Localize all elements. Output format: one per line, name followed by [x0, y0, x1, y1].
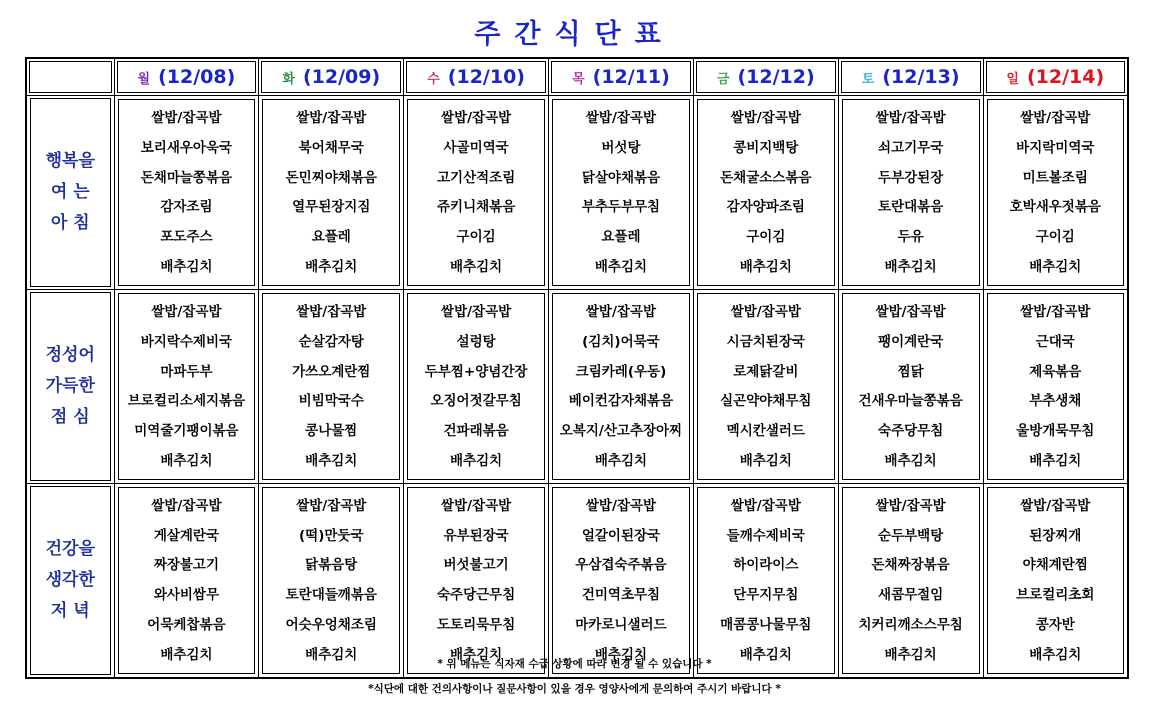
dish-item: 배추김치 — [884, 646, 937, 663]
dish-item: 매콤콩나물무침 — [720, 616, 812, 633]
day-date: (12/13) — [882, 66, 960, 88]
dish-item: 배추김치 — [450, 453, 503, 470]
dish-list — [987, 99, 1124, 286]
dish-item: 마파두부 — [160, 363, 213, 380]
dish-item: 쇠고기무국 — [878, 139, 944, 156]
dish-item: 구이김 — [746, 229, 786, 246]
dish-item: 사골미역국 — [443, 139, 509, 156]
day-date: (12/14) — [1026, 66, 1105, 88]
meal-label-line: 점 심 — [50, 407, 90, 427]
dish-list — [552, 487, 690, 674]
dish-item: 설렁탕 — [456, 333, 496, 350]
dish-item: 부추두부무침 — [581, 199, 661, 216]
dish-list — [842, 487, 980, 674]
dish-item: 우삼겹숙주볶음 — [575, 557, 667, 574]
day-header-wed — [404, 58, 549, 96]
dish-item: 건새우마늘쫑볶음 — [858, 393, 963, 410]
dish-item: 찜닭 — [897, 363, 924, 380]
dish-item: 야채계란찜 — [1022, 557, 1088, 574]
meal-label — [30, 98, 111, 287]
dish-item: 와사비쌈무 — [153, 587, 220, 604]
dish-list — [987, 487, 1124, 674]
day-date: (12/08) — [158, 66, 236, 88]
dish-item: 배추김치 — [884, 259, 937, 276]
dish-item: 미트볼조림 — [1022, 169, 1088, 186]
meal-label-line: 저 녁 — [50, 600, 90, 621]
menu-cell — [549, 290, 694, 484]
weekly-menu-table — [25, 57, 1129, 679]
dish-item: 배추김치 — [1029, 646, 1082, 663]
dish-item: 토란대들깨볶음 — [285, 587, 377, 604]
dish-item: 배추김치 — [450, 259, 503, 276]
meal-label-line: 행복을 — [45, 151, 95, 171]
day-sat-icon: 토 — [861, 71, 875, 87]
dish-item: 닭볶음탕 — [305, 557, 358, 574]
meal-label-line: 여 는 — [50, 182, 90, 202]
dish-item: 치커리깨소스무침 — [858, 616, 963, 633]
dish-item: 쌀밥/잡곡밥 — [441, 497, 512, 514]
dish-item: 제육볶음 — [1029, 363, 1082, 380]
dish-item: 숙주당무침 — [878, 423, 944, 440]
dish-item: 단무지무침 — [733, 587, 799, 604]
dish-item: 쌀밥/잡곡밥 — [441, 109, 512, 126]
meal-label-line: 생각한 — [45, 569, 95, 590]
dish-item: 근대국 — [1035, 333, 1075, 350]
dish-item: 순살감자탕 — [298, 333, 364, 350]
dish-item: 배추김치 — [160, 646, 213, 663]
dish-item: 쌀밥/잡곡밥 — [875, 109, 946, 126]
dish-item: 바지락미역국 — [1016, 139, 1095, 156]
day-wed-icon: 수 — [427, 71, 440, 87]
dish-item: 닭살야채볶음 — [581, 169, 661, 186]
meal-label-line: 건강을 — [45, 538, 95, 559]
dish-item: 쌀밥/잡곡밥 — [730, 109, 801, 126]
dish-item: 호박새우젓볶음 — [1009, 199, 1101, 216]
dish-item: 콩자반 — [1035, 616, 1075, 633]
dish-item: 배추김치 — [160, 453, 213, 470]
dish-item: 건미역초무침 — [581, 587, 661, 604]
dish-item: 로제닭갈비 — [733, 363, 799, 380]
dish-item: 배추김치 — [739, 453, 792, 470]
dish-item: 된장찌개 — [1029, 527, 1082, 544]
menu-cell — [983, 290, 1128, 484]
menu-cell — [114, 484, 259, 678]
dish-item: 북어채무국 — [298, 139, 364, 156]
dish-list — [262, 293, 400, 480]
dish-item: 배추김치 — [160, 259, 213, 276]
dish-item: 쌀밥/잡곡밥 — [1020, 497, 1091, 514]
day-header-mon — [114, 58, 259, 96]
dish-list — [118, 293, 256, 480]
menu-cell — [838, 96, 983, 290]
menu-cell — [693, 96, 838, 290]
dish-list — [407, 99, 545, 286]
menu-cell — [983, 484, 1128, 678]
day-fri-icon: 금 — [716, 71, 730, 87]
menu-cell — [114, 96, 259, 290]
dish-item: 쌀밥/잡곡밥 — [296, 109, 367, 126]
dish-item: 배추김치 — [1029, 453, 1082, 470]
dish-item: 베이컨감자채볶음 — [568, 393, 674, 410]
dish-item: 감자양파조림 — [726, 199, 805, 216]
dish-item: 배추김치 — [739, 259, 792, 276]
meal-label-line: 아 침 — [50, 213, 90, 233]
day-header-fri — [693, 58, 838, 96]
dish-item: 바지락수제비국 — [140, 333, 233, 350]
dish-list — [842, 99, 980, 286]
meal-label-line: 가득한 — [45, 376, 95, 396]
inquiry-note: *식단에 대한 건의사항이나 질문사항이 있을 경우 영양사에게 문의하여 주시기 바랍니다 * — [368, 683, 781, 695]
dish-item: 쌀밥/잡곡밥 — [875, 497, 946, 514]
dish-list — [407, 487, 545, 674]
dish-item: 두부강된장 — [878, 169, 944, 186]
menu-change-note: * 위 메뉴는 식자재 수급 상황에 따라 변경 될 수 있습니다 * — [437, 658, 712, 670]
dish-item: 마카로니샐러드 — [575, 616, 667, 633]
dish-item: 배추김치 — [594, 646, 648, 663]
header-corner-cell — [26, 58, 114, 96]
menu-cell — [693, 484, 838, 678]
menu-cell — [404, 290, 549, 484]
meal-label — [30, 486, 111, 675]
dish-item: 배추김치 — [305, 646, 358, 663]
menu-cell — [549, 484, 694, 678]
dish-item: 배추김치 — [884, 453, 937, 470]
dish-item: 부추생채 — [1029, 393, 1082, 410]
dish-list — [262, 487, 400, 674]
dish-item: 배추김치 — [305, 453, 358, 470]
dish-item: 실곤약야채무침 — [720, 393, 812, 410]
menu-cell — [838, 484, 983, 678]
meal-label-cell — [26, 290, 114, 484]
dish-item: 요플레 — [601, 229, 641, 246]
dish-item: 돈채마늘쫑볶음 — [140, 169, 233, 186]
dish-item: 배추김치 — [594, 259, 648, 276]
day-thu-icon: 목 — [572, 71, 585, 87]
dish-item: 시금치된장국 — [726, 333, 805, 350]
dish-item: 새콤무절임 — [878, 587, 944, 604]
dish-list — [118, 99, 256, 286]
meal-label-line: 정성어 — [45, 345, 95, 365]
dish-item: 보리새우아욱국 — [140, 139, 233, 156]
dish-list — [697, 487, 835, 674]
dish-item: 쌀밥/잡곡밥 — [585, 497, 657, 514]
dish-item: 돈채굴소스볶음 — [720, 169, 812, 186]
dish-list — [842, 293, 980, 480]
dish-item: 쌀밥/잡곡밥 — [441, 303, 512, 320]
dish-item: 들깨수제비국 — [726, 527, 805, 544]
dish-list — [118, 487, 256, 674]
dish-item: 구이김 — [456, 229, 496, 246]
dish-item: 배추김치 — [1029, 259, 1082, 276]
menu-cell — [259, 290, 404, 484]
dish-item: 어슷우엉채조림 — [285, 616, 377, 633]
dish-item: 쌀밥/잡곡밥 — [585, 109, 657, 126]
dish-item: 순두부백탕 — [878, 527, 944, 544]
dish-item: (떡)만둣국 — [299, 527, 364, 544]
meal-label-cell — [26, 96, 114, 290]
dish-item: 브로컬리소세지볶음 — [127, 393, 246, 410]
menu-cell — [114, 290, 259, 484]
dish-item: 건파래볶음 — [443, 423, 509, 440]
dish-list — [262, 99, 400, 286]
dish-item: 크림카레(우동) — [575, 363, 667, 380]
day-date: (12/10) — [447, 66, 525, 88]
day-header-thu — [549, 58, 694, 96]
day-mon-icon: 월 — [137, 71, 151, 87]
dish-item: 비빔막국수 — [298, 393, 364, 410]
dish-item: 버섯불고기 — [443, 557, 509, 574]
meal-row-lunch — [26, 290, 1128, 484]
dish-item: 유부된장국 — [443, 527, 509, 544]
dish-item: 콩비지백탕 — [733, 139, 799, 156]
menu-cell — [549, 96, 694, 290]
dish-item: 미역줄기팽이볶음 — [134, 423, 239, 440]
dish-item: 하이라이스 — [733, 557, 799, 574]
day-header-sat — [838, 58, 983, 96]
menu-cell — [983, 96, 1128, 290]
dish-item: 멕시칸샐러드 — [726, 423, 805, 440]
dish-item: 쌀밥/잡곡밥 — [151, 497, 222, 514]
day-tue-icon: 화 — [282, 71, 295, 87]
dish-item: 오징어젓갈무침 — [430, 393, 522, 410]
menu-cell — [838, 290, 983, 484]
dish-item: 브로컬리초회 — [1016, 587, 1095, 604]
day-date: (12/09) — [302, 66, 381, 88]
dish-item: 배추김치 — [739, 646, 792, 663]
dish-item: 짜장불고기 — [153, 557, 220, 574]
dish-list — [697, 293, 835, 480]
dish-item: 도토리묵무침 — [436, 616, 516, 633]
dish-item: 배추김치 — [450, 646, 503, 663]
dish-item: 쌀밥/잡곡밥 — [730, 497, 801, 514]
dish-item: 돈민찌야채볶음 — [285, 169, 377, 186]
dish-list — [987, 293, 1124, 480]
day-date: (12/12) — [737, 66, 815, 88]
dish-item: 숙주당근무침 — [436, 587, 516, 604]
dish-item: 포도주스 — [160, 229, 213, 246]
dish-item: 쌀밥/잡곡밥 — [730, 303, 801, 320]
dish-item: 쌀밥/잡곡밥 — [585, 303, 657, 320]
dish-item: 게살계란국 — [153, 527, 220, 544]
dish-item: 두유 — [897, 229, 924, 246]
menu-cell — [259, 96, 404, 290]
meal-row-dinner — [26, 484, 1128, 678]
dish-item: 감자조림 — [160, 199, 213, 216]
dish-list — [407, 293, 545, 480]
dish-item: 돈채짜장볶음 — [871, 557, 950, 574]
dish-item: 쌀밥/잡곡밥 — [296, 497, 367, 514]
menu-cell — [693, 290, 838, 484]
dish-item: 울방개묵무침 — [1016, 423, 1095, 440]
dish-item: 쌀밥/잡곡밥 — [1020, 109, 1091, 126]
menu-cell — [404, 484, 549, 678]
dish-item: 쌀밥/잡곡밥 — [296, 303, 367, 320]
dish-item: 구이김 — [1035, 229, 1075, 246]
dish-item: 쌀밥/잡곡밥 — [151, 109, 222, 126]
meal-label — [30, 292, 111, 481]
meal-row-breakfast — [26, 96, 1128, 290]
dish-item: 가쓰오계란찜 — [292, 363, 371, 380]
day-date: (12/11) — [592, 66, 670, 88]
dish-item: 열무된장지짐 — [292, 199, 371, 216]
menu-cell — [259, 484, 404, 678]
dish-item: 쌀밥/잡곡밥 — [151, 303, 222, 320]
dish-item: 배추김치 — [594, 453, 648, 470]
dish-item: 어묵케찹볶음 — [147, 616, 226, 633]
dish-list — [552, 293, 690, 480]
dish-item: 쌀밥/잡곡밥 — [875, 303, 946, 320]
dish-item: (김치)어묵국 — [582, 333, 660, 350]
day-header-sun — [983, 58, 1128, 96]
day-header-tue — [259, 58, 404, 96]
dish-list — [697, 99, 835, 286]
dish-item: 버섯탕 — [601, 139, 641, 156]
dish-list — [552, 99, 690, 286]
menu-cell — [404, 96, 549, 290]
dish-item: 팽이계란국 — [878, 333, 944, 350]
dish-item: 고기산적조림 — [436, 169, 516, 186]
dish-item: 쌀밥/잡곡밥 — [1020, 303, 1091, 320]
meal-label-cell — [26, 484, 114, 678]
day-sun-icon: 일 — [1006, 71, 1019, 87]
dish-item: 얼갈이된장국 — [581, 527, 661, 544]
dish-item: 배추김치 — [305, 259, 358, 276]
dish-item: 오복지/산고추장아찌 — [559, 423, 683, 440]
dish-item: 토란대볶음 — [878, 199, 944, 216]
page-title: 주간식단표 — [474, 19, 675, 50]
dish-item: 요플레 — [311, 229, 351, 246]
dish-item: 쥬키니채볶음 — [436, 199, 516, 216]
dish-item: 콩나물찜 — [305, 423, 358, 440]
dish-item: 두부찜+양념간장 — [424, 363, 528, 380]
